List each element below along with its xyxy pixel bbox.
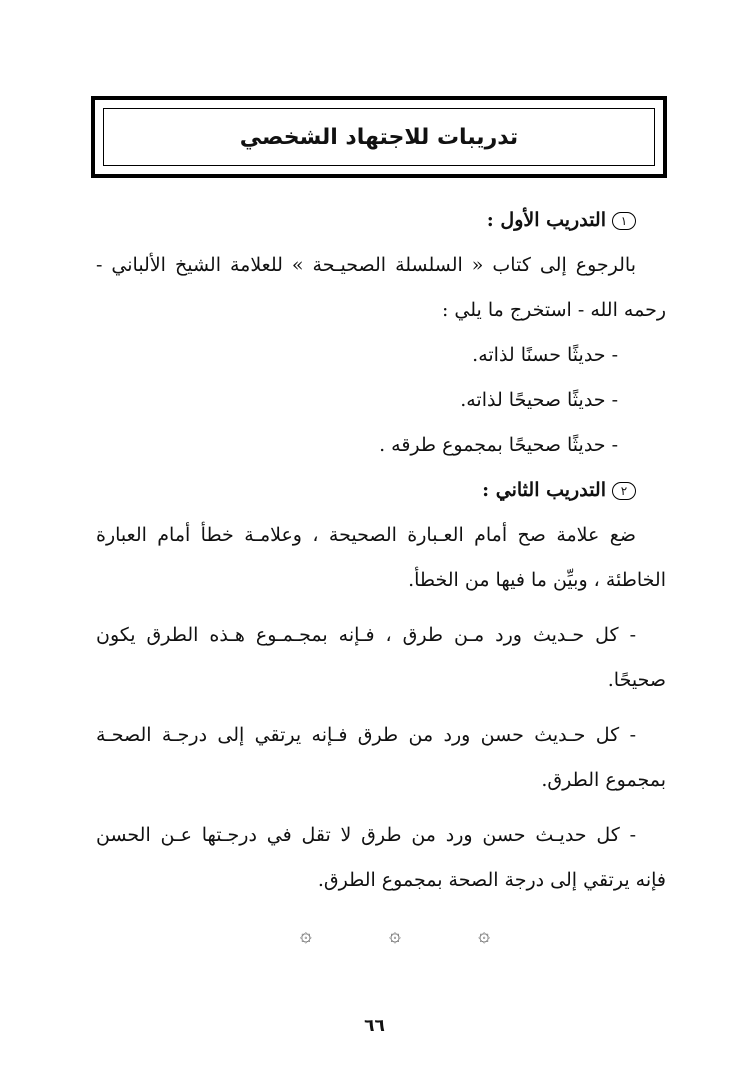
exercise-1-item: - حديثًا حسنًا لذاته. xyxy=(472,344,618,366)
exercise-1-heading-text: التدريب الأول : xyxy=(486,209,606,231)
statement-line: - كل حـديث ورد مـن طرق ، فـإنه بمجـمـوع هـذه الطرق يكون xyxy=(96,624,636,646)
statement-line: - كل حديـث حسن ورد من طرق لا تقل في درجـتها عـن الحسن xyxy=(96,824,636,846)
statement-line: فإنه يرتقي إلى درجة الصحة بمجموع الطرق. xyxy=(317,869,666,891)
ornament-star-icon: ۞ xyxy=(478,922,490,946)
statement-line: صحيحًا. xyxy=(607,669,666,691)
exercise-1-intro-line-1: بالرجوع إلى كتاب « السلسلة الصحيـحة » للعلامة الشيخ الألباني - xyxy=(96,254,636,276)
exercise-1-item: - حديثًا صحيحًا بمجموع طرقه . xyxy=(379,434,618,456)
exercise-2-heading-text: التدريب الثاني : xyxy=(482,479,606,501)
title-inner-frame xyxy=(103,108,655,166)
page-number: ٦٦ xyxy=(364,1016,385,1036)
ornament-star-icon: ۞ xyxy=(389,922,401,946)
exercise-2-intro-line-2: الخاطئة ، وبيِّن ما فيها من الخطأ. xyxy=(408,569,666,591)
title-frame xyxy=(91,96,667,178)
ornament-star-icon: ۞ xyxy=(300,922,312,946)
page-content xyxy=(96,198,666,903)
page-title: تدريبات للاجتهاد الشخصي xyxy=(239,124,519,150)
statement-line: بمجموع الطرق. xyxy=(541,769,666,791)
exercise-2-heading xyxy=(96,468,666,513)
exercise-1-item: - حديثًا صحيحًا لذاته. xyxy=(460,389,618,411)
statement-line: - كل حـديث حسن ورد من طرق فـإنه يرتقي إلى درجـة الصحـة xyxy=(96,724,636,746)
exercise-1-intro-line-2: رحمه الله - استخرج ما يلي : xyxy=(441,299,666,321)
ornament-divider xyxy=(300,922,490,946)
exercise-2-number: ٢ xyxy=(612,482,636,500)
exercise-1-number: ١ xyxy=(612,212,636,230)
exercise-2-intro-line-1: ضع علامة صح أمام العـبارة الصحيحة ، وعلامـة خطأ أمام العبارة xyxy=(96,524,636,546)
exercise-1-heading xyxy=(96,198,666,243)
